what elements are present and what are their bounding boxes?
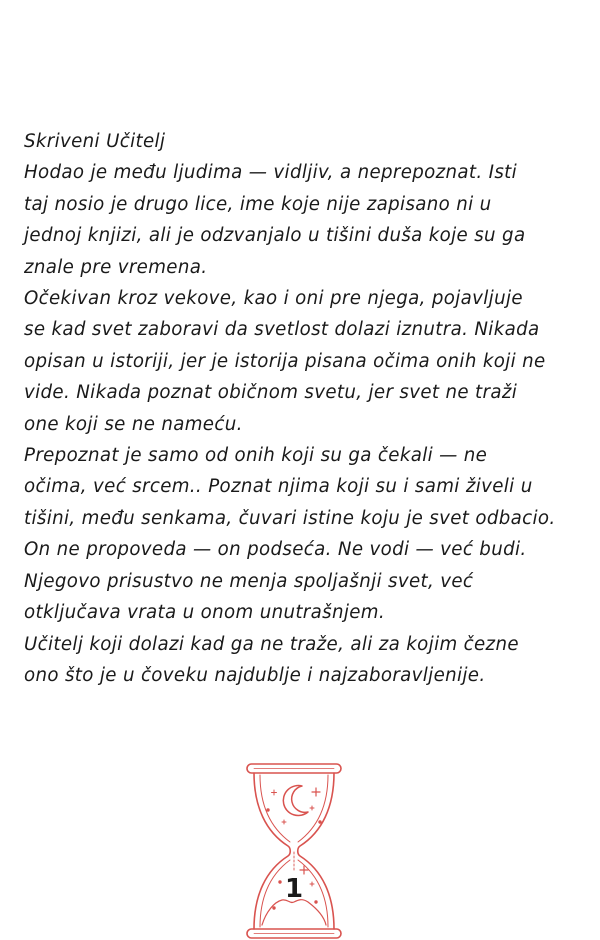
text-line: Učitelj koji dolazi kad ga ne traže, ali za kojim čezne — [24, 633, 519, 655]
text-block — [24, 126, 598, 691]
text-line: otključava vrata u onom unutrašnjem. — [24, 602, 385, 624]
text-line: Prepoznat je samo od onih koji su ga čekali — ne — [24, 445, 488, 467]
text-line: opisan u istoriji, jer je istorija pisana očima onih koji ne — [24, 350, 546, 372]
page-number: 1 — [284, 874, 304, 904]
text-line: Očekivan kroz vekove, kao i oni pre njega, pojavljuje — [24, 288, 523, 310]
document-title: Skriveni Učitelj — [24, 131, 166, 152]
text-line: Hodao je među ljudima — vidljiv, a neprepoznat. Isti — [24, 162, 518, 184]
hourglass-moon-icon — [244, 762, 344, 940]
text-line: ono što je u čoveku najdublje i najzaboravljenije. — [24, 664, 486, 686]
text-line: jednoj knjizi, ali je odzvanjalo u tišini duša koje su ga — [24, 225, 526, 247]
text-line: taj nosio je drugo lice, ime koje nije zapisano ni u — [24, 193, 492, 215]
text-line: one koji se ne nameću. — [24, 413, 243, 435]
text-line: tišini, među senkama, čuvari istine koju je svet odbacio. — [24, 507, 556, 529]
text-line: očima, već srcem.. Poznat njima koji su i sami živeli u — [24, 476, 533, 498]
text-line: se kad svet zaboravi da svetlost dolazi iznutra. Nikada — [24, 319, 540, 341]
text-line: vide. Nikada poznat običnom svetu, jer svet ne traži — [24, 382, 518, 404]
text-line: On ne propoveda — on podseća. Ne vodi — već budi. — [24, 539, 527, 561]
text-line: Njegovo prisustvo ne menja spoljašnji svet, već — [24, 570, 474, 592]
hourglass-svg — [244, 762, 344, 940]
text-line: znale pre vremena. — [24, 256, 208, 278]
